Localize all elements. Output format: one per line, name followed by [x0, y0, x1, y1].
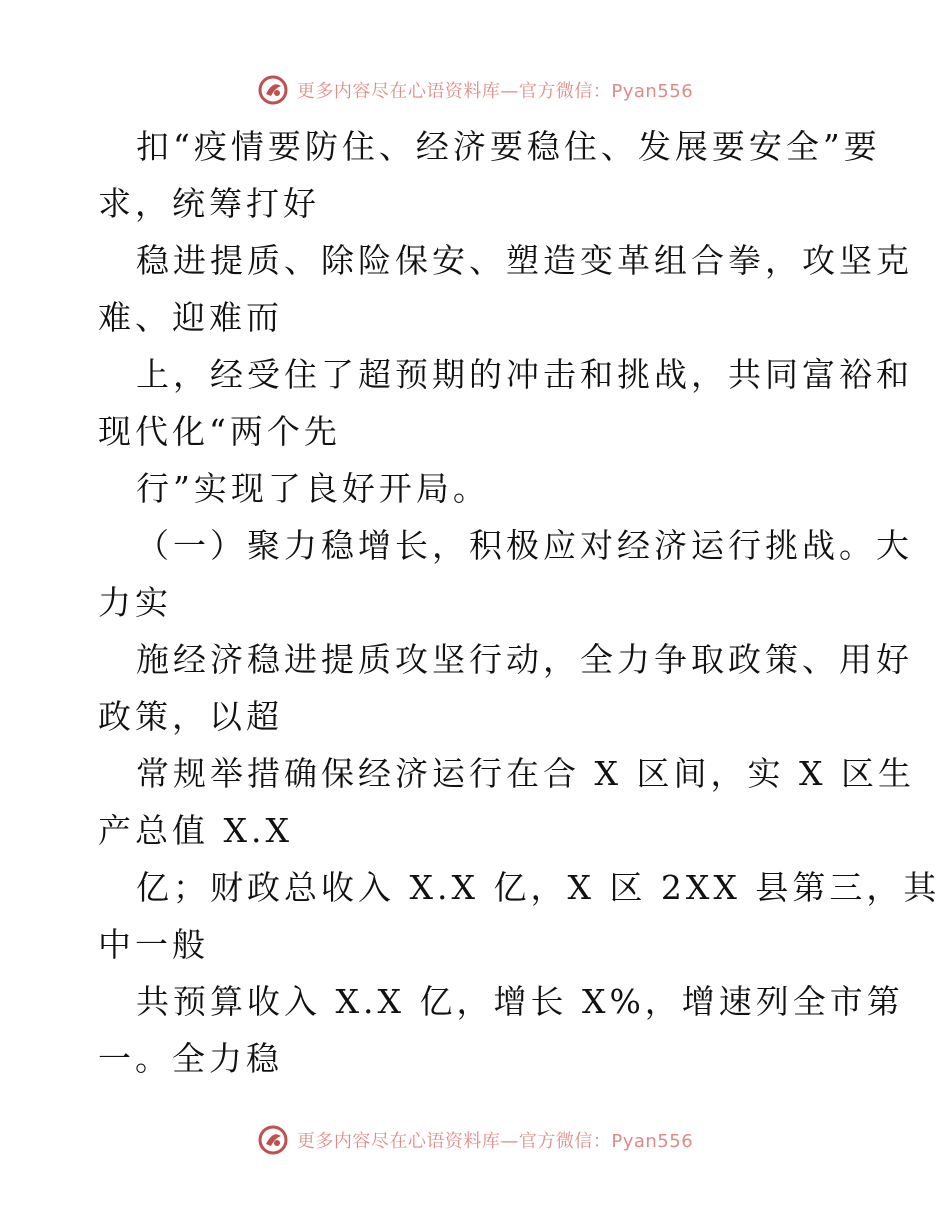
text-line: （一）聚力稳增长，积极应对经济运行挑战。大 [136, 526, 913, 565]
text-line: 求，统筹打好 [98, 184, 320, 223]
text-line: 上，经受住了超预期的冲击和挑战，共同富裕和 [136, 355, 913, 394]
text-line: 常规举措确保经济运行在合 X 区间，实 X 区生 [136, 754, 915, 793]
text-line: 力实 [98, 583, 172, 622]
text-line: 中一般 [98, 925, 209, 964]
text-line: 难、迎难而 [98, 298, 283, 337]
text-line: 政策，以超 [98, 697, 283, 736]
text-line: 产总值 X.X [98, 811, 293, 850]
header-watermark [0, 70, 950, 110]
text-line: 扣“疫情要防住、经济要稳住、发展要安全”要 [136, 127, 881, 166]
watermark-text: 更多内容尽在心语资料库—官方微信：Pyan556 [296, 1131, 694, 1152]
text-line: 稳进提质、除险保安、塑造变革组合拳，攻坚克 [136, 241, 913, 280]
watermark-text: 更多内容尽在心语资料库—官方微信：Pyan556 [296, 81, 694, 102]
text-line: 现代化“两个先 [98, 412, 341, 451]
logo-icon [257, 74, 289, 106]
text-line: 亿；财政总收入 X.X 亿，X 区 2XX 县第三，其 [136, 868, 941, 907]
document-body [98, 118, 941, 1087]
text-line: 施经济稳进提质攻坚行动，全力争取政策、用好 [136, 640, 913, 679]
text-line: 行”实现了良好开局。 [136, 469, 490, 508]
text-line: 共预算收入 X.X 亿，增长 X%，增速列全市第 [136, 982, 904, 1021]
footer-watermark [0, 1120, 950, 1160]
text-line: 一。全力稳 [98, 1039, 283, 1078]
logo-icon [257, 1124, 289, 1156]
